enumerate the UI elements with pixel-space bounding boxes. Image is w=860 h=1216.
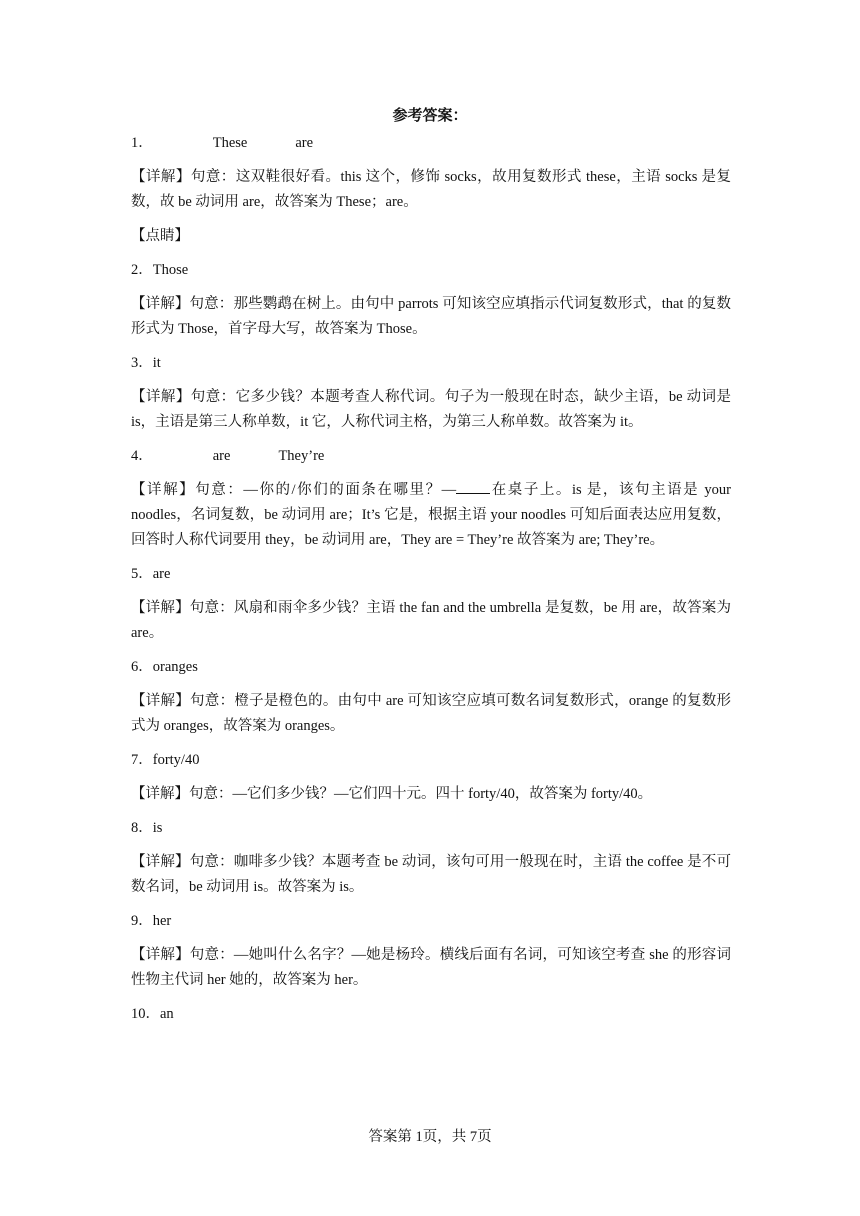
answer-7 (131, 748, 731, 773)
answer-value: are (295, 135, 314, 151)
explanation-3: 【详解】句意：它多少钱？本题考查人称代词。句子为一般现在时态，缺少主语，be 动词是 is，主语是第三人称单数，it 它，人称代词主格，为第三人称单数。故答案为 it。 (131, 389, 731, 430)
page-footer: 答案第 1页，共 7页 (368, 1129, 492, 1145)
explanation-5: 【详解】句意：风扇和雨伞多少钱？主语 the fan and the umbrella 是复数，be 用 are，故答案为 are。 (131, 600, 731, 641)
answer-6 (131, 655, 731, 680)
answer-number: 4． (131, 448, 153, 464)
answer-5 (131, 562, 731, 587)
answer-value: are (212, 448, 231, 464)
answer-value: are (152, 566, 171, 582)
explanation-7: 【详解】句意：—它们多少钱？—它们四十元。四十 forty/40，故答案为 forty/40。 (131, 786, 653, 802)
answer-value: These (212, 135, 248, 151)
answer-number: 9． (131, 913, 153, 929)
answer-value: They’re (278, 448, 325, 464)
answer-value: Those (152, 262, 189, 278)
explanation-text: 在桌子上。is 是，该句主语是 your noodles，名词复数，be 动词用 are；It’s 它是，根据主语 your noodles 可知后面表达应用复数，回答时人称代词要用 they，be 动词用 are，They are = They’re 故答案为 are; They’re。 (131, 482, 731, 548)
answer-number: 8． (131, 820, 153, 836)
answer-8 (131, 816, 731, 841)
answer-1 (131, 131, 731, 156)
answer-3 (131, 351, 731, 376)
answer-number: 3． (131, 355, 153, 371)
explanation-4 (131, 478, 731, 553)
explanation-9: 【详解】句意：—她叫什么名字？—她是杨玲。横线后面有名词，可知该空考查 she 的形容词性物主代词 her 她的，故答案为 her。 (131, 947, 731, 988)
fill-blank (456, 479, 490, 494)
page-title: 参考答案： (392, 108, 468, 124)
note-1: 【点睛】 (131, 228, 189, 244)
answer-9 (131, 909, 731, 934)
answer-value: is (152, 820, 163, 836)
explanation-2: 【详解】句意：那些鹦鹉在树上。由句中 parrots 可知该空应填指示代词复数形式，that 的复数形式为 Those，首字母大写，故答案为 Those。 (131, 296, 731, 337)
explanation-1: 【详解】句意：这双鞋很好看。this 这个，修饰 socks，故用复数形式 these，主语 socks 是复数，故 be 动词用 are，故答案为 These；are。 (131, 169, 731, 210)
explanation-6: 【详解】句意：橙子是橙色的。由句中 are 可知该空应填可数名词复数形式，orange 的复数形式为 oranges，故答案为 oranges。 (131, 693, 731, 734)
answer-2 (131, 258, 731, 283)
explanation-8: 【详解】句意：咖啡多少钱？本题考查 be 动词，该句可用一般现在时，主语 the coffee 是不可数名词，be 动词用 is。故答案为 is。 (131, 854, 731, 895)
answer-number: 10． (131, 1006, 160, 1022)
answer-4 (131, 444, 731, 469)
answer-value: an (160, 1006, 174, 1022)
answer-value: it (152, 355, 161, 371)
answer-number: 7． (131, 752, 153, 768)
answer-10 (131, 1002, 731, 1027)
answer-number: 6． (131, 659, 153, 675)
answer-number: 1． (131, 135, 153, 151)
answer-value: oranges (152, 659, 198, 675)
answer-value: her (152, 913, 172, 929)
answer-list (131, 131, 731, 1027)
answer-number: 2． (131, 262, 153, 278)
explanation-text: 【详解】句意：—你的/你们的面条在哪里？— (131, 482, 457, 498)
answer-number: 5． (131, 566, 153, 582)
answer-value: forty/40 (152, 752, 200, 768)
